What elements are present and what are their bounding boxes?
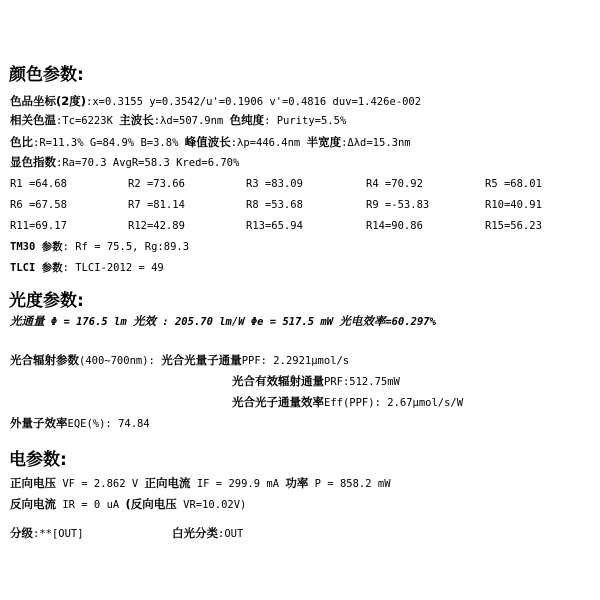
r-value: R12=42.89 [128, 220, 185, 232]
tm30-line [10, 240, 189, 254]
par-efficiency-line [232, 395, 463, 410]
chromaticity-value: :x=0.3155 y=0.3542/u'=0.1906 v'=0.4816 duv=1.426e-002 [86, 96, 422, 108]
prf-label: 光合有效辐射通量 [232, 374, 324, 388]
eqe-label: 外量子效率 [10, 416, 68, 430]
tlci-line [10, 261, 164, 275]
tlci-value: : TLCI-2012 = 49 [62, 262, 164, 274]
power-label: 功率 [285, 476, 309, 490]
reverse-voltage-value: VR=10.02V) [176, 499, 247, 511]
eqe-line [10, 416, 150, 431]
peak-wavelength-label: 峰值波长 [184, 135, 231, 149]
electrical-section-title: 电参数: [9, 450, 67, 470]
cct-value: :Tc=6223K [56, 115, 120, 127]
photoelectric-efficiency-value: =60.297% [385, 316, 436, 328]
prf-line [232, 374, 400, 389]
grade-line [10, 526, 84, 541]
tm30-value: : Rf = 75.5, Rg:89.3 [62, 241, 190, 253]
r-value: R13=65.94 [246, 220, 303, 232]
forward-line [10, 476, 391, 491]
photoelectric-efficiency-label: 光电效率 [339, 314, 386, 328]
r-value: R7 =81.14 [128, 199, 185, 211]
chromaticity-line [10, 94, 421, 109]
r-value: R11=69.17 [10, 220, 67, 232]
prf-value: PRF:512.75mW [324, 376, 400, 388]
reverse-line [10, 497, 246, 512]
cri-value: :Ra=70.3 AvgR=58.3 Kred=6.70% [56, 157, 240, 169]
r-value: R5 =68.01 [485, 178, 542, 190]
r-value: R2 =73.66 [128, 178, 185, 190]
reverse-voltage-label: (反向电压 [125, 497, 177, 511]
par-efficiency-label: 光合光子通量效率 [232, 395, 324, 409]
par-efficiency-value: Eff(PPF): 2.67μmol/s/W [324, 397, 464, 409]
flux-line [10, 314, 436, 329]
r-value: R14=90.86 [366, 220, 423, 232]
tlci-label: TLCI 参数 [10, 262, 63, 274]
white-class-line [172, 526, 243, 541]
ppf-value: PPF: 2.2921μmol/s [241, 355, 350, 367]
r-value: R4 =70.92 [366, 178, 423, 190]
purity-label: 色纯度 [229, 113, 265, 127]
forward-voltage-label: 正向电压 [10, 476, 56, 490]
white-class-label: 白光分类 [172, 526, 218, 540]
r-value: R10=40.91 [485, 199, 542, 211]
r-value: R9 =-53.83 [366, 199, 430, 211]
cct-label: 相关色温 [10, 113, 56, 127]
r-value: R6 =67.58 [10, 199, 67, 211]
cri-label: 显色指数 [10, 155, 56, 169]
color-section-title: 颜色参数: [9, 65, 84, 85]
grade-value: :**[OUT] [33, 528, 84, 540]
flux-label: 光通量 [10, 314, 45, 328]
eqe-value: EQE(%): 74.84 [67, 418, 150, 430]
color-ratio-label: 色比 [10, 135, 33, 149]
r-value: R1 =64.68 [10, 178, 67, 190]
par-range: (400~700nm): [79, 355, 155, 367]
forward-current-label: 正向电流 [144, 476, 191, 490]
cct-line [10, 113, 346, 128]
reverse-current-value: IR = 0 uA [56, 499, 126, 511]
r-value: R3 =83.09 [246, 178, 303, 190]
purity-value: : Purity=5.5% [264, 115, 347, 127]
forward-current-value: IF = 299.9 mA [190, 478, 286, 490]
par-label: 光合辐射参数 [10, 353, 79, 367]
efficacy-value: : 205.70 lm/W Φe = 517.5 mW [156, 316, 340, 328]
chromaticity-label: 色品坐标(2度) [10, 94, 87, 108]
half-width-value: :Δλd=15.3nm [341, 137, 411, 149]
cri-line [10, 155, 239, 170]
color-ratio-line [10, 135, 411, 150]
efficacy-label: 光效 [133, 314, 157, 328]
dominant-wavelength-value: :λd=507.9nm [153, 115, 230, 127]
forward-voltage-value: VF = 2.862 V [56, 478, 145, 490]
white-class-value: :OUT [218, 528, 244, 540]
tm30-label: TM30 参数 [10, 241, 63, 253]
ppf-label: 光合光量子通量 [161, 353, 242, 367]
reverse-current-label: 反向电流 [10, 497, 56, 511]
dominant-wavelength-label: 主波长 [119, 113, 154, 127]
color-ratio-value: :R=11.3% G=84.9% B=3.8% [33, 137, 185, 149]
half-width-label: 半宽度 [306, 135, 342, 149]
par-line [10, 353, 349, 368]
r-value: R8 =53.68 [246, 199, 303, 211]
power-value: P = 858.2 mW [308, 478, 391, 490]
flux-value: Φ = 176.5 lm [44, 316, 134, 328]
grade-label: 分级 [10, 526, 33, 540]
peak-wavelength-value: :λp=446.4nm [230, 137, 307, 149]
photometric-section-title: 光度参数: [9, 291, 84, 311]
r-value: R15=56.23 [485, 220, 542, 232]
